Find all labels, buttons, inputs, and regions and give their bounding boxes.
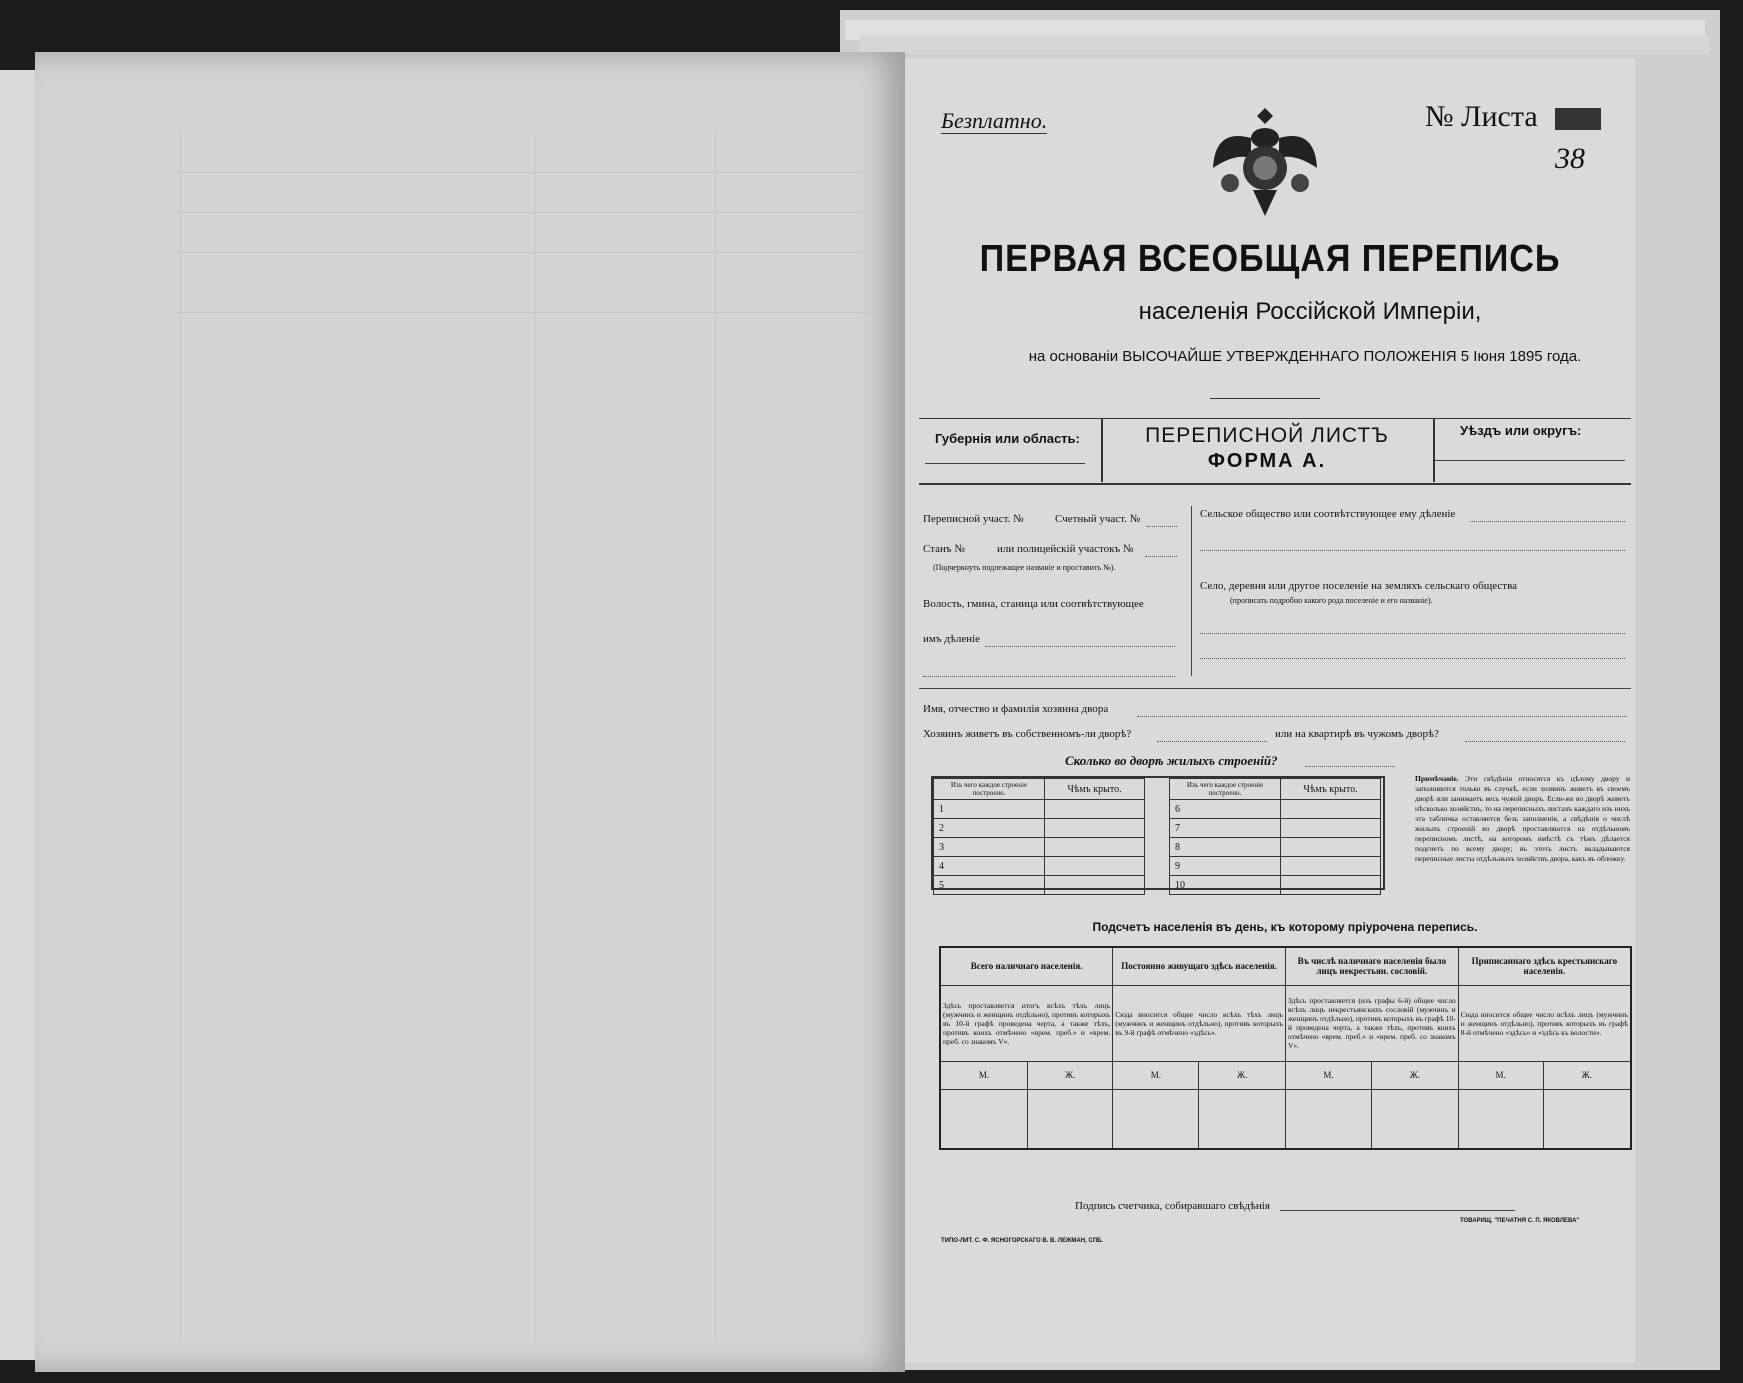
district-label: Уѣздъ или округъ: xyxy=(1460,423,1582,438)
fields-divider xyxy=(1191,506,1192,676)
signature-line: Подпись счетчика, собиравшаго свѣдѣнія xyxy=(1075,1200,1270,1212)
pop-col-total-title: Всего наличнаго населенія. xyxy=(940,947,1113,985)
pop-col-permanent-desc: Сюда вносится общее число всѣхъ тѣхъ лицъ (мужчинъ и женщинъ отдѣльно), противъ которыхъ въ 9-й графѣ отмѣчено «здѣсь». xyxy=(1113,985,1286,1061)
village-note: (прописать подробно какого рода поселеніе и его названіе). xyxy=(1230,596,1433,605)
male-label: М. xyxy=(1285,1061,1371,1089)
row-number: 10 xyxy=(1170,876,1281,895)
female-label: Ж. xyxy=(1028,1061,1113,1089)
sheet-title: ПЕРЕПИСНОЙ ЛИСТЪ xyxy=(1145,424,1389,447)
sheet-number-label: № Листа xyxy=(1425,100,1538,133)
row-number: 2 xyxy=(934,819,1045,838)
pop-col-nonpeasant-desc: Здѣсь проставляется (изъ графы 6-й) общее число всѣхъ лицъ некрестьянскихъ сословій (мужчинъ и женщинъ отдѣльно), противъ которыхъ въ графѣ 10-й проведена черта, а также тѣхъ, противъ коихъ отмѣчено «врем. преб.» и «врем. преб. со знакомъ V». xyxy=(1285,985,1458,1061)
volost-field: Волость, гмина, станица или соотвѣтствующее xyxy=(923,598,1144,610)
pop-col-total-desc: Здѣсь проставляется итогъ всѣхъ тѣхъ лицъ (мужчинъ и женщинъ отдѣльно), противъ которыхъ въ 10-й графѣ проведена черта, а также тѣхъ, противъ коихъ отмѣчено «врем. преб.» и «врем. преб. со знакомъ V». xyxy=(940,985,1113,1061)
buildings-question: Сколько во дворѣ жилыхъ строеній? xyxy=(1065,753,1278,768)
owner-name-field: Имя, отчество и фамилія хозяина двора xyxy=(923,703,1109,715)
row-number: 4 xyxy=(934,857,1045,876)
right-page-edges xyxy=(1640,60,1715,1340)
sheet-number-block xyxy=(1555,108,1601,130)
col-material: Изъ чего каждое строеніе построено. xyxy=(1170,779,1281,800)
pop-col-peasant-title: Приписаннаго здѣсь крестьянскаго населенія. xyxy=(1458,947,1631,985)
buildings-table-left xyxy=(933,778,1145,895)
row-number: 6 xyxy=(1170,800,1281,819)
col-roof: Чѣмъ крыто. xyxy=(1281,779,1381,800)
col-material: Изъ чего каждое строеніе построено. xyxy=(934,779,1045,800)
left-blank-page xyxy=(35,52,905,1372)
male-label: М. xyxy=(1113,1061,1199,1089)
pop-col-permanent-title: Постоянно живущаго здѣсь населенія. xyxy=(1113,947,1286,985)
province-label: Губернія или область: xyxy=(935,431,1080,446)
rural-society-field: Сельское общество или соотвѣтствующее ему дѣленіе xyxy=(1200,508,1456,520)
row-number: 1 xyxy=(934,800,1045,819)
police-section-field: или полицейскій участокъ № xyxy=(997,543,1134,555)
note-text: Эти свѣдѣнія относятся къ цѣлому двору и заполняются только въ случаѣ, если хозяинъ живетъ въ своемъ дворѣ или занимаетъ весь чужой дворъ. Если-же во дворѣ живетъ нѣсколько хозяйствъ, то на переписныхъ листахъ каждаго изъ нихъ эта табличка оставляется безъ заполненія, а свѣдѣнія о числѣ жилыхъ строеній во дворѣ проставляются на отдѣльномъ переписномъ листѣ, на которомъ вмѣстѣ съ тѣмъ дѣлается подсчетъ по всему двору; въ этотъ листъ вкладываются переписные листы отдѣльныхъ хозяйствъ двора, какъ въ обложку. xyxy=(1415,774,1630,863)
count-cell xyxy=(1285,1089,1371,1149)
row-number: 3 xyxy=(934,838,1045,857)
pop-col-nonpeasant-title: Въ числѣ наличнаго населенія было лицъ некрестьян. сословій. xyxy=(1285,947,1458,985)
sub-title: населенія Россійской Имперіи, xyxy=(1138,298,1482,325)
village-field: Село, деревня или другое поселеніе на земляхъ сельскаго общества xyxy=(1200,580,1518,592)
count-cell xyxy=(1458,1089,1543,1149)
left-printer-mark: ТИПО-ЛИТ. С. Ф. ЯСНОГОРСКАГО В. В. ЛЕЖМАН, СПБ. xyxy=(941,1238,1103,1244)
female-label: Ж. xyxy=(1543,1061,1631,1089)
right-printer-mark: ТОВАРИЩ. "ПЕЧАТНЯ С. П. ЯКОВЛЕВА" xyxy=(1460,1218,1580,1224)
female-label: Ж. xyxy=(1372,1061,1459,1089)
pop-col-peasant-desc: Сюда вносится общее число всѣхъ лицъ (мужчинъ и женщинъ отдѣльно), противъ которыхъ въ графѣ 8-й отмѣчено «здѣсь» и «здѣсь къ волости». xyxy=(1458,985,1631,1061)
count-cell xyxy=(940,1089,1028,1149)
free-label: Безплатно. xyxy=(941,108,1048,133)
population-heading: Подсчетъ населенія въ день, къ которому пріурочена перепись. xyxy=(1092,920,1478,934)
census-section-field: Переписной участ. № xyxy=(923,513,1024,525)
underline-note: (Подчеркнуть подлежащее названіе и проставить №). xyxy=(933,563,1116,572)
buildings-table-right xyxy=(1169,778,1381,895)
sheet-number-value: 38 xyxy=(1555,142,1585,175)
ornament-divider xyxy=(1210,398,1320,399)
owner-lives-own-field: Хозяинъ живетъ въ собственномъ-ли дворѣ? xyxy=(923,728,1132,740)
page-edge xyxy=(860,36,1710,54)
row-number: 8 xyxy=(1170,838,1281,857)
male-label: М. xyxy=(1458,1061,1543,1089)
row-number: 5 xyxy=(934,876,1045,895)
count-cell xyxy=(1028,1089,1113,1149)
census-form-page xyxy=(905,58,1635,1363)
division-field: имъ дѣленіе xyxy=(923,633,981,645)
buildings-table xyxy=(931,776,1385,890)
note-block xyxy=(1415,774,1630,864)
count-cell xyxy=(1543,1089,1631,1149)
stan-field: Станъ № xyxy=(923,543,965,555)
imperial-eagle-emblem xyxy=(1205,98,1325,228)
count-cell xyxy=(1199,1089,1286,1149)
note-title: Примѣчаніе. xyxy=(1415,774,1459,783)
population-table xyxy=(939,946,1632,1150)
form-name: ФОРМА А. xyxy=(1207,450,1327,472)
male-label: М. xyxy=(940,1061,1028,1089)
female-label: Ж. xyxy=(1199,1061,1286,1089)
count-section-field: Счетный участ. № xyxy=(1055,513,1141,525)
owner-lives-other-field: или на квартирѣ въ чужомъ дворѣ? xyxy=(1275,728,1439,740)
main-title: ПЕРВАЯ ВСЕОБЩАЯ ПЕРЕПИСЬ xyxy=(979,238,1561,280)
col-roof: Чѣмъ крыто. xyxy=(1045,779,1145,800)
row-number: 9 xyxy=(1170,857,1281,876)
basis-line: на основаніи ВЫСОЧАЙШЕ УТВЕРЖДЕННАГО ПОЛОЖЕНІЯ 5 Іюня 1895 года. xyxy=(1028,348,1582,365)
row-number: 7 xyxy=(1170,819,1281,838)
count-cell xyxy=(1372,1089,1459,1149)
count-cell xyxy=(1113,1089,1199,1149)
